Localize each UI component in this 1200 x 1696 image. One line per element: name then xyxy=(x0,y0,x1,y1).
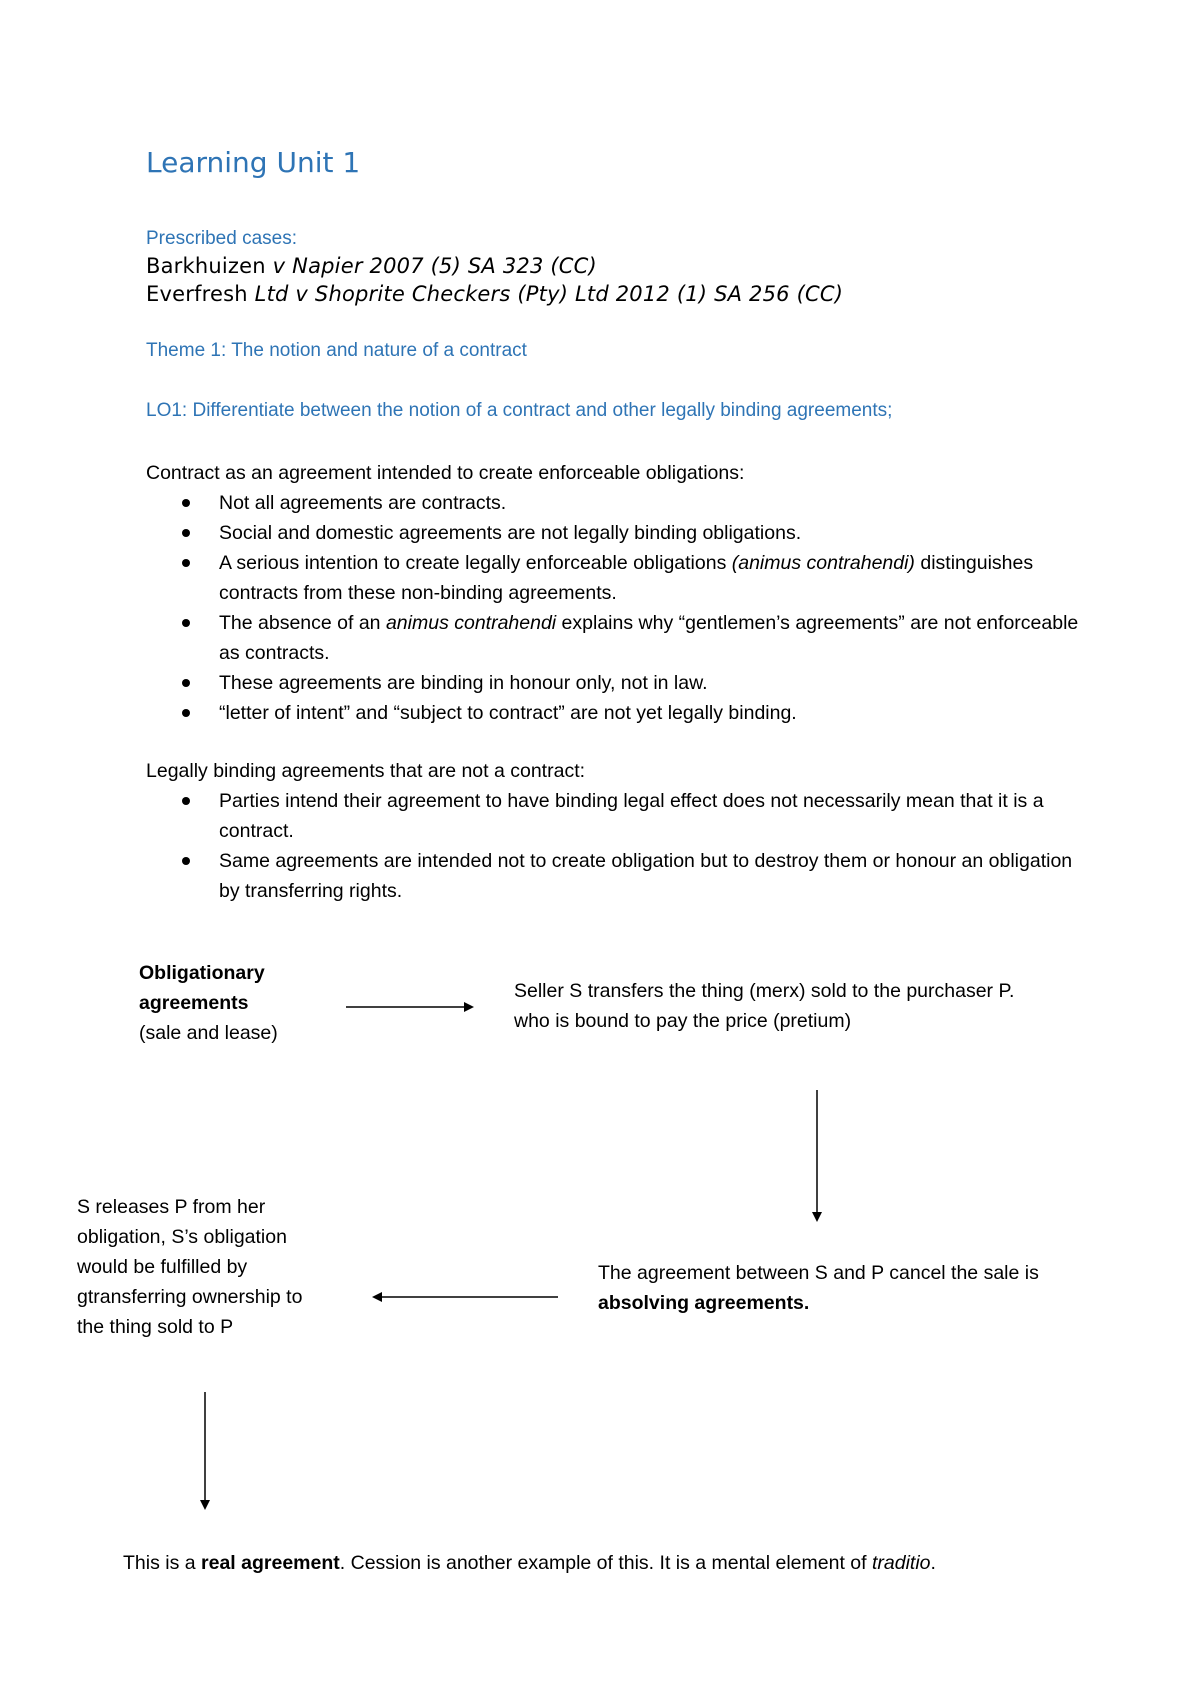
lo1-heading: LO1: Differentiate between the notion of a contract and other legally binding agreements; xyxy=(146,400,893,421)
release-line: gtransferring ownership to xyxy=(77,1286,303,1308)
prescribed-cases-heading: Prescribed cases: xyxy=(146,228,298,249)
bullet-text: The absence of an xyxy=(219,612,386,634)
case-1-name: Barkhuizen xyxy=(146,254,273,278)
agreements-label: agreements xyxy=(139,992,249,1014)
final-italic: traditio xyxy=(871,1552,931,1574)
bullet-item: Parties intend their agreement to have binding legal effect does not necessarily mean that it is a contract. xyxy=(146,786,1096,846)
bullet-text: distinguishes contracts from these non-binding agreements. xyxy=(219,552,1034,604)
bullet-item: These agreements are binding in honour only, not in law. xyxy=(146,668,1096,698)
page-title: Learning Unit 1 xyxy=(146,146,361,179)
bullet-italic: animus contrahendi xyxy=(385,612,557,634)
obligationary-label: Obligationary xyxy=(139,962,265,984)
final-text: . Cession is another example of this. It is a mental element of xyxy=(339,1552,872,1574)
case-2-italic: Ltd v Shoprite Checkers (Pty) Ltd 2012 (1) SA 256 (CC) xyxy=(254,282,844,306)
final-text: . xyxy=(930,1552,936,1574)
theme-heading: Theme 1: The notion and nature of a contract xyxy=(146,340,527,361)
seller-line-2: who is bound to pay the price (pretium) xyxy=(514,1010,852,1032)
bullet-item: Same agreements are intended not to create obligation but to destroy them or honour an obligation by transferring rights. xyxy=(146,846,1096,906)
absolving-bold: absolving agreements. xyxy=(598,1292,810,1314)
final-text: This is a xyxy=(123,1552,202,1574)
section-contract-intro: Contract as an agreement intended to create enforceable obligations: xyxy=(146,462,745,484)
bullet-text: A serious intention to create legally enforceable obligations xyxy=(219,552,732,574)
release-line: the thing sold to P xyxy=(77,1316,234,1338)
seller-line-1: Seller S transfers the thing (merx) sold to the purchaser P. xyxy=(514,980,1015,1002)
final-bold: real agreement xyxy=(201,1552,340,1574)
bullet-italic: (animus contrahendi) xyxy=(731,552,915,574)
real-agreement-statement xyxy=(123,1548,1173,1578)
case-2-name: Everfresh xyxy=(146,282,255,306)
release-line: obligation, S’s obligation xyxy=(77,1226,287,1248)
release-line: would be fulfilled by xyxy=(77,1256,248,1278)
release-line: S releases P from her xyxy=(77,1196,266,1218)
absolving-line-1: The agreement between S and P cancel the sale is xyxy=(598,1262,1039,1284)
bullet-item: Not all agreements are contracts. xyxy=(146,488,1096,518)
section-non-contract-intro: Legally binding agreements that are not a contract: xyxy=(146,760,586,782)
bullet-item: Social and domestic agreements are not legally binding obligations. xyxy=(146,518,1096,548)
bullet-text: explains why “gentlemen’s agreements” are not enforceable as contracts. xyxy=(219,612,1079,664)
case-1-italic: v Napier 2007 (5) SA 323 (CC) xyxy=(272,254,597,278)
sale-lease-label: (sale and lease) xyxy=(139,1022,278,1044)
bullet-item: “letter of intent” and “subject to contract” are not yet legally binding. xyxy=(146,698,1096,728)
